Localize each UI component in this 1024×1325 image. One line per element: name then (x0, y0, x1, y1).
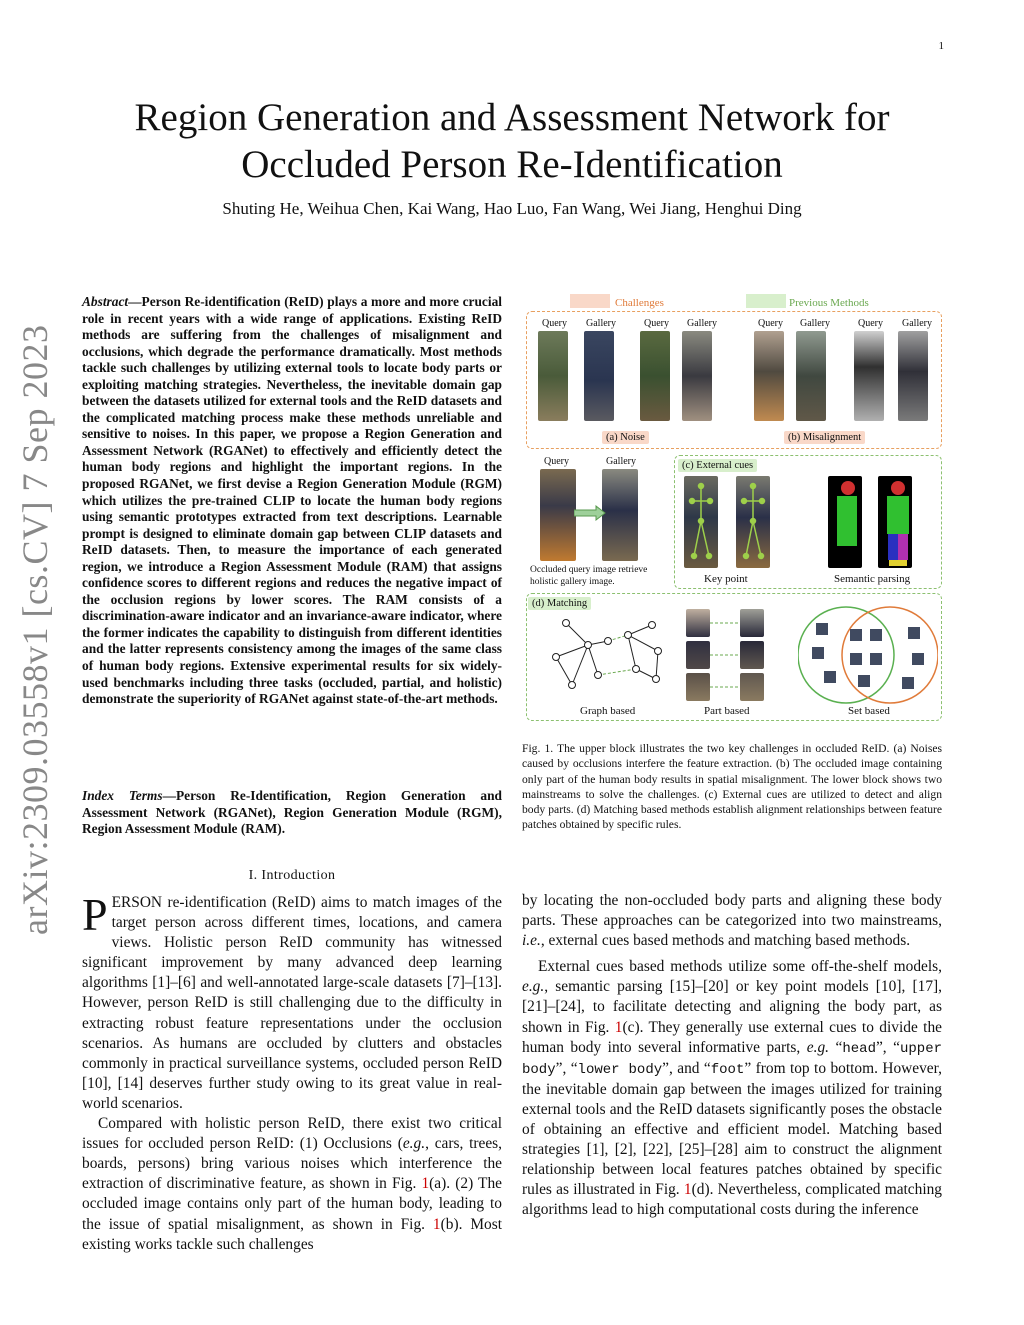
patch-image (740, 609, 764, 637)
page-number: 1 (938, 40, 944, 52)
intro-right-column (522, 891, 942, 1221)
label-part-based: Part based (704, 705, 750, 717)
title-line-2: Occluded Person Re-Identification (241, 143, 783, 186)
person-image (538, 331, 568, 421)
label-gallery: Gallery (800, 318, 830, 329)
patch-image (740, 673, 764, 701)
fig-link[interactable]: 1 (614, 1018, 623, 1036)
figure-1 (522, 291, 942, 721)
person-image (796, 331, 826, 421)
person-image (540, 469, 576, 561)
abstract-text: —Person Re-identification (ReID) plays a more and more crucial role in recent years with a wide range of applications. Existing ReID methods are suffering from the challenges of misalignment and occlusions, which degrade the performance dramatically. Most methods tackle such challenges by utilizing external tools to locate body parts or exploiting matching strategies. Nevertheless, the inevitable domain gap between the datasets utilized for external tools and the ReID datasets and the complicated matching process make these methods unreliable and sensitive to noises. In this paper, we propose a Region Generation and Assessment Network (RGANet) to effectively and efficiently detect the human body regions and highlight the important regions. In the proposed RGANet, we first devise a Region Generation Module (RGM) which utilizes the pre-trained CLIP to locate the human body regions using semantic prototypes extracted from text descriptions. Learnable prompt is designed to eliminate domain gap between CLIP datasets and ReID datasets. Then, to measure the importance of each generated region, we introduce a Region Assessment Module (RAM) that assigns confidence scores to different regions and reduces the negative impact of the occlusion regions by lower scores. The RAM consists of a discrimination-aware indicator and an invariance-aware indicator, where the former indicates the capability to distinguish from different identities and the latter represents consistency among the images of the same class of human body regions. Extensive experimental results for six widely-used benchmarks including three tasks (occluded, partial, and holistic) demonstrate the superiority of RGANet against state-of-the-art methods. (82, 294, 502, 707)
patch-image (686, 641, 710, 669)
label-gallery: Gallery (586, 318, 616, 329)
legend-swatch-previous (746, 294, 786, 308)
abstract-label: Abstract (82, 294, 129, 309)
label-gallery: Gallery (606, 456, 636, 467)
label-query: Query (542, 318, 567, 329)
person-image (854, 331, 884, 421)
label-graph-based: Graph based (580, 705, 636, 717)
legend-challenges: Challenges (615, 297, 664, 309)
intro-paragraph-3: by locating the non-occluded body parts and aligning these body parts. These approaches can be categorized into two mainstreams, i.e., external cues based methods and matching based methods. (522, 892, 942, 950)
arxiv-stamp: arXiv:2309.03558v1 [cs.CV] 7 Sep 2023 (15, 324, 55, 935)
occluded-note-1: Occluded query image retrieve (530, 565, 648, 575)
intro-paragraph-4: External cues based methods utilize some off-the-shelf models, e.g., semantic parsing [15]–[20] or key point models [10], [17], [21]–[24], to facilitate detecting and aligning the body part, as shown in Fig. 1(c). They generally use external cues to divide the human body into several informative parts, e.g. “head”, “upper body”, “lower body”, and “foot” from top to bottom. However, the inevitable domain gap between the images utilized for training external tools and the ReID datasets significantly poses the obstacle of obtaining an effective and efficient model. Matching based strategies [1], [2], [22], [25]–[28] aim to construct the alignment relationship between local features patches obtained by specific rules as illustrated in Fig. 1(d). Nevertheless, complicated matching algorithms lead to high computational costs during the inference (522, 958, 943, 1219)
intro-paragraph-2: Compared with holistic person ReID, there exist two critical issues for occluded person ReID: (1) Occlusions (e.g., cars, trees, boards, persons) bring various noises which interference the extraction of discriminative feature, as shown in Fig. 1(a). (2) The occluded image contains only part of the human body, leading to the issue of spatial misalignment, as shown in Fig. 1(b). Most existing works tackle such challenges (82, 1115, 502, 1253)
label-gallery: Gallery (902, 318, 932, 329)
label-external-cues: (c) External cues (678, 459, 757, 472)
index-terms (82, 788, 502, 838)
intro-p1-text: ERSON re-identification (ReID) aims to match images of the target person across different times, locations, and camera views. Holistic person ReID community has witnessed significant improvement by many advanced deep learning algorithms [1]–[6] and well-annotated large-scale datasets [7]–[13]. However, person ReID is still challenging due to the difficulty in extracting robust feature representations under the occlusion scenarios. As humans are occluded by clutters and obstacles commonly in practical surveillance systems, occluded person ReID [10], [14] deserves further study owing to its great value in real-world scenarios. (82, 894, 502, 1112)
part-links (710, 609, 740, 701)
legend-swatch-challenges (570, 294, 610, 308)
person-image (640, 331, 670, 421)
abstract (82, 294, 502, 708)
drop-cap: P (82, 889, 108, 940)
patch-image (686, 609, 710, 637)
legend-previous-methods: Previous Methods (789, 297, 869, 309)
label-noise: (a) Noise (602, 431, 649, 444)
label-semantic-parsing: Semantic parsing (834, 573, 911, 585)
figure-caption: Fig. 1. The upper block illustrates the two key challenges in occluded ReID. (a) Noises caused by occlusions interfere the feature extraction. (b) The occluded image containing only part of the human body results in spatial misalignment. The lower block shows two mainstreams to solve the challenges. (c) External cues are utilized to detect and align body parts. (d) Matching based methods establish alignment relationships between feature patches obtained by specific rules. (522, 742, 942, 832)
graph-diagram (548, 613, 668, 699)
section-heading: I. Introduction (248, 868, 336, 883)
fig-link[interactable]: 1 (683, 1181, 692, 1199)
intro-left-column (82, 889, 502, 1255)
fig-link[interactable]: 1 (432, 1215, 441, 1233)
index-terms-text: —Person Re-Identification, Region Generation and Assessment Network (RGANet), Region Generation Module (RGM), Region Assessment Module (RAM). (82, 788, 502, 837)
label-misalignment: (b) Misalignment (784, 431, 865, 444)
label-matching: (d) Matching (528, 597, 591, 610)
keypoint-overlay (684, 476, 774, 568)
person-image (898, 331, 928, 421)
fig-link[interactable]: 1 (421, 1175, 430, 1193)
patch-image (686, 673, 710, 701)
intro-paragraph-1 (82, 889, 502, 1114)
arrow-icon (574, 505, 606, 521)
person-image (754, 331, 784, 421)
person-image (584, 331, 614, 421)
title-line-1: Region Generation and Assessment Network for (134, 96, 890, 139)
paper-title (60, 94, 964, 188)
set-venn (798, 603, 938, 707)
patch-image (740, 641, 764, 669)
parsing-overlay (828, 476, 918, 568)
label-set-based: Set based (848, 705, 890, 717)
authors: Shuting He, Weihua Chen, Kai Wang, Hao Luo, Fan Wang, Wei Jiang, Henghui Ding (222, 199, 802, 218)
person-image (602, 469, 638, 561)
person-image (682, 331, 712, 421)
label-query: Query (858, 318, 883, 329)
occluded-note-2: holistic gallery image. (530, 577, 615, 587)
label-key-point: Key point (704, 573, 748, 585)
label-query: Query (544, 456, 569, 467)
index-terms-label: Index Terms (82, 788, 163, 803)
label-query: Query (758, 318, 783, 329)
label-gallery: Gallery (687, 318, 717, 329)
label-query: Query (644, 318, 669, 329)
